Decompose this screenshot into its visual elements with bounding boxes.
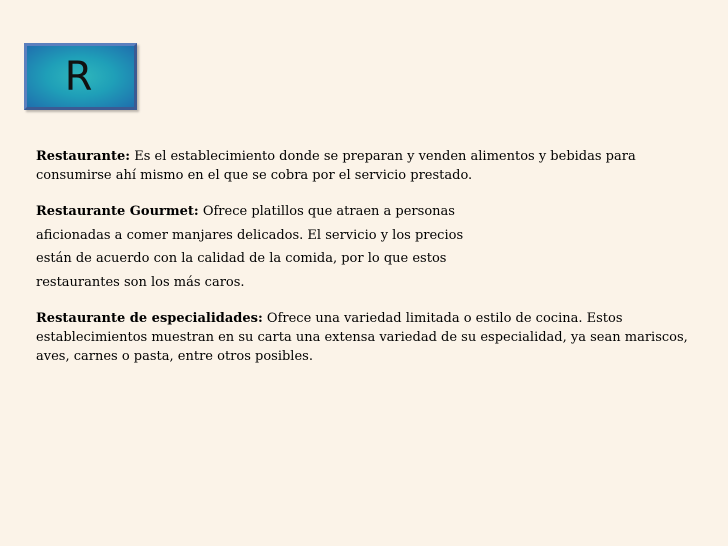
header-letter: R (64, 53, 93, 100)
letter-header-box (24, 43, 137, 110)
definition-term: Restaurante de especialidades: (36, 311, 263, 326)
definition-restaurante-especialidades (36, 309, 696, 366)
definition-text: Ofrece una variedad limitada o estilo de cocina. Estos establecimientos muestran en su carta una extensa variedad de su especialidad, ya sean mariscos, aves, carnes o pasta, entre otros posibles. (36, 311, 688, 364)
definition-restaurante (36, 147, 676, 185)
definition-text-line: están de acuerdo con la calidad de la comida, por lo que estos (36, 251, 447, 266)
definition-restaurante-gourmet (36, 200, 506, 294)
definition-term: Restaurante Gourmet: (36, 204, 199, 219)
definition-text-line: aficionadas a comer manjares delicados. El servicio y los precios (36, 227, 464, 243)
definition-term: Restaurante: (36, 149, 131, 164)
definition-text-line: Ofrece platillos que atraen a personas (198, 204, 455, 219)
definition-text: Es el establecimiento donde se preparan y venden alimentos y bebidas para consumirse ahí mismo en el que se cobra por el servicio prestado. (36, 149, 636, 183)
definition-text-line: restaurantes son los más caros. (36, 274, 245, 290)
